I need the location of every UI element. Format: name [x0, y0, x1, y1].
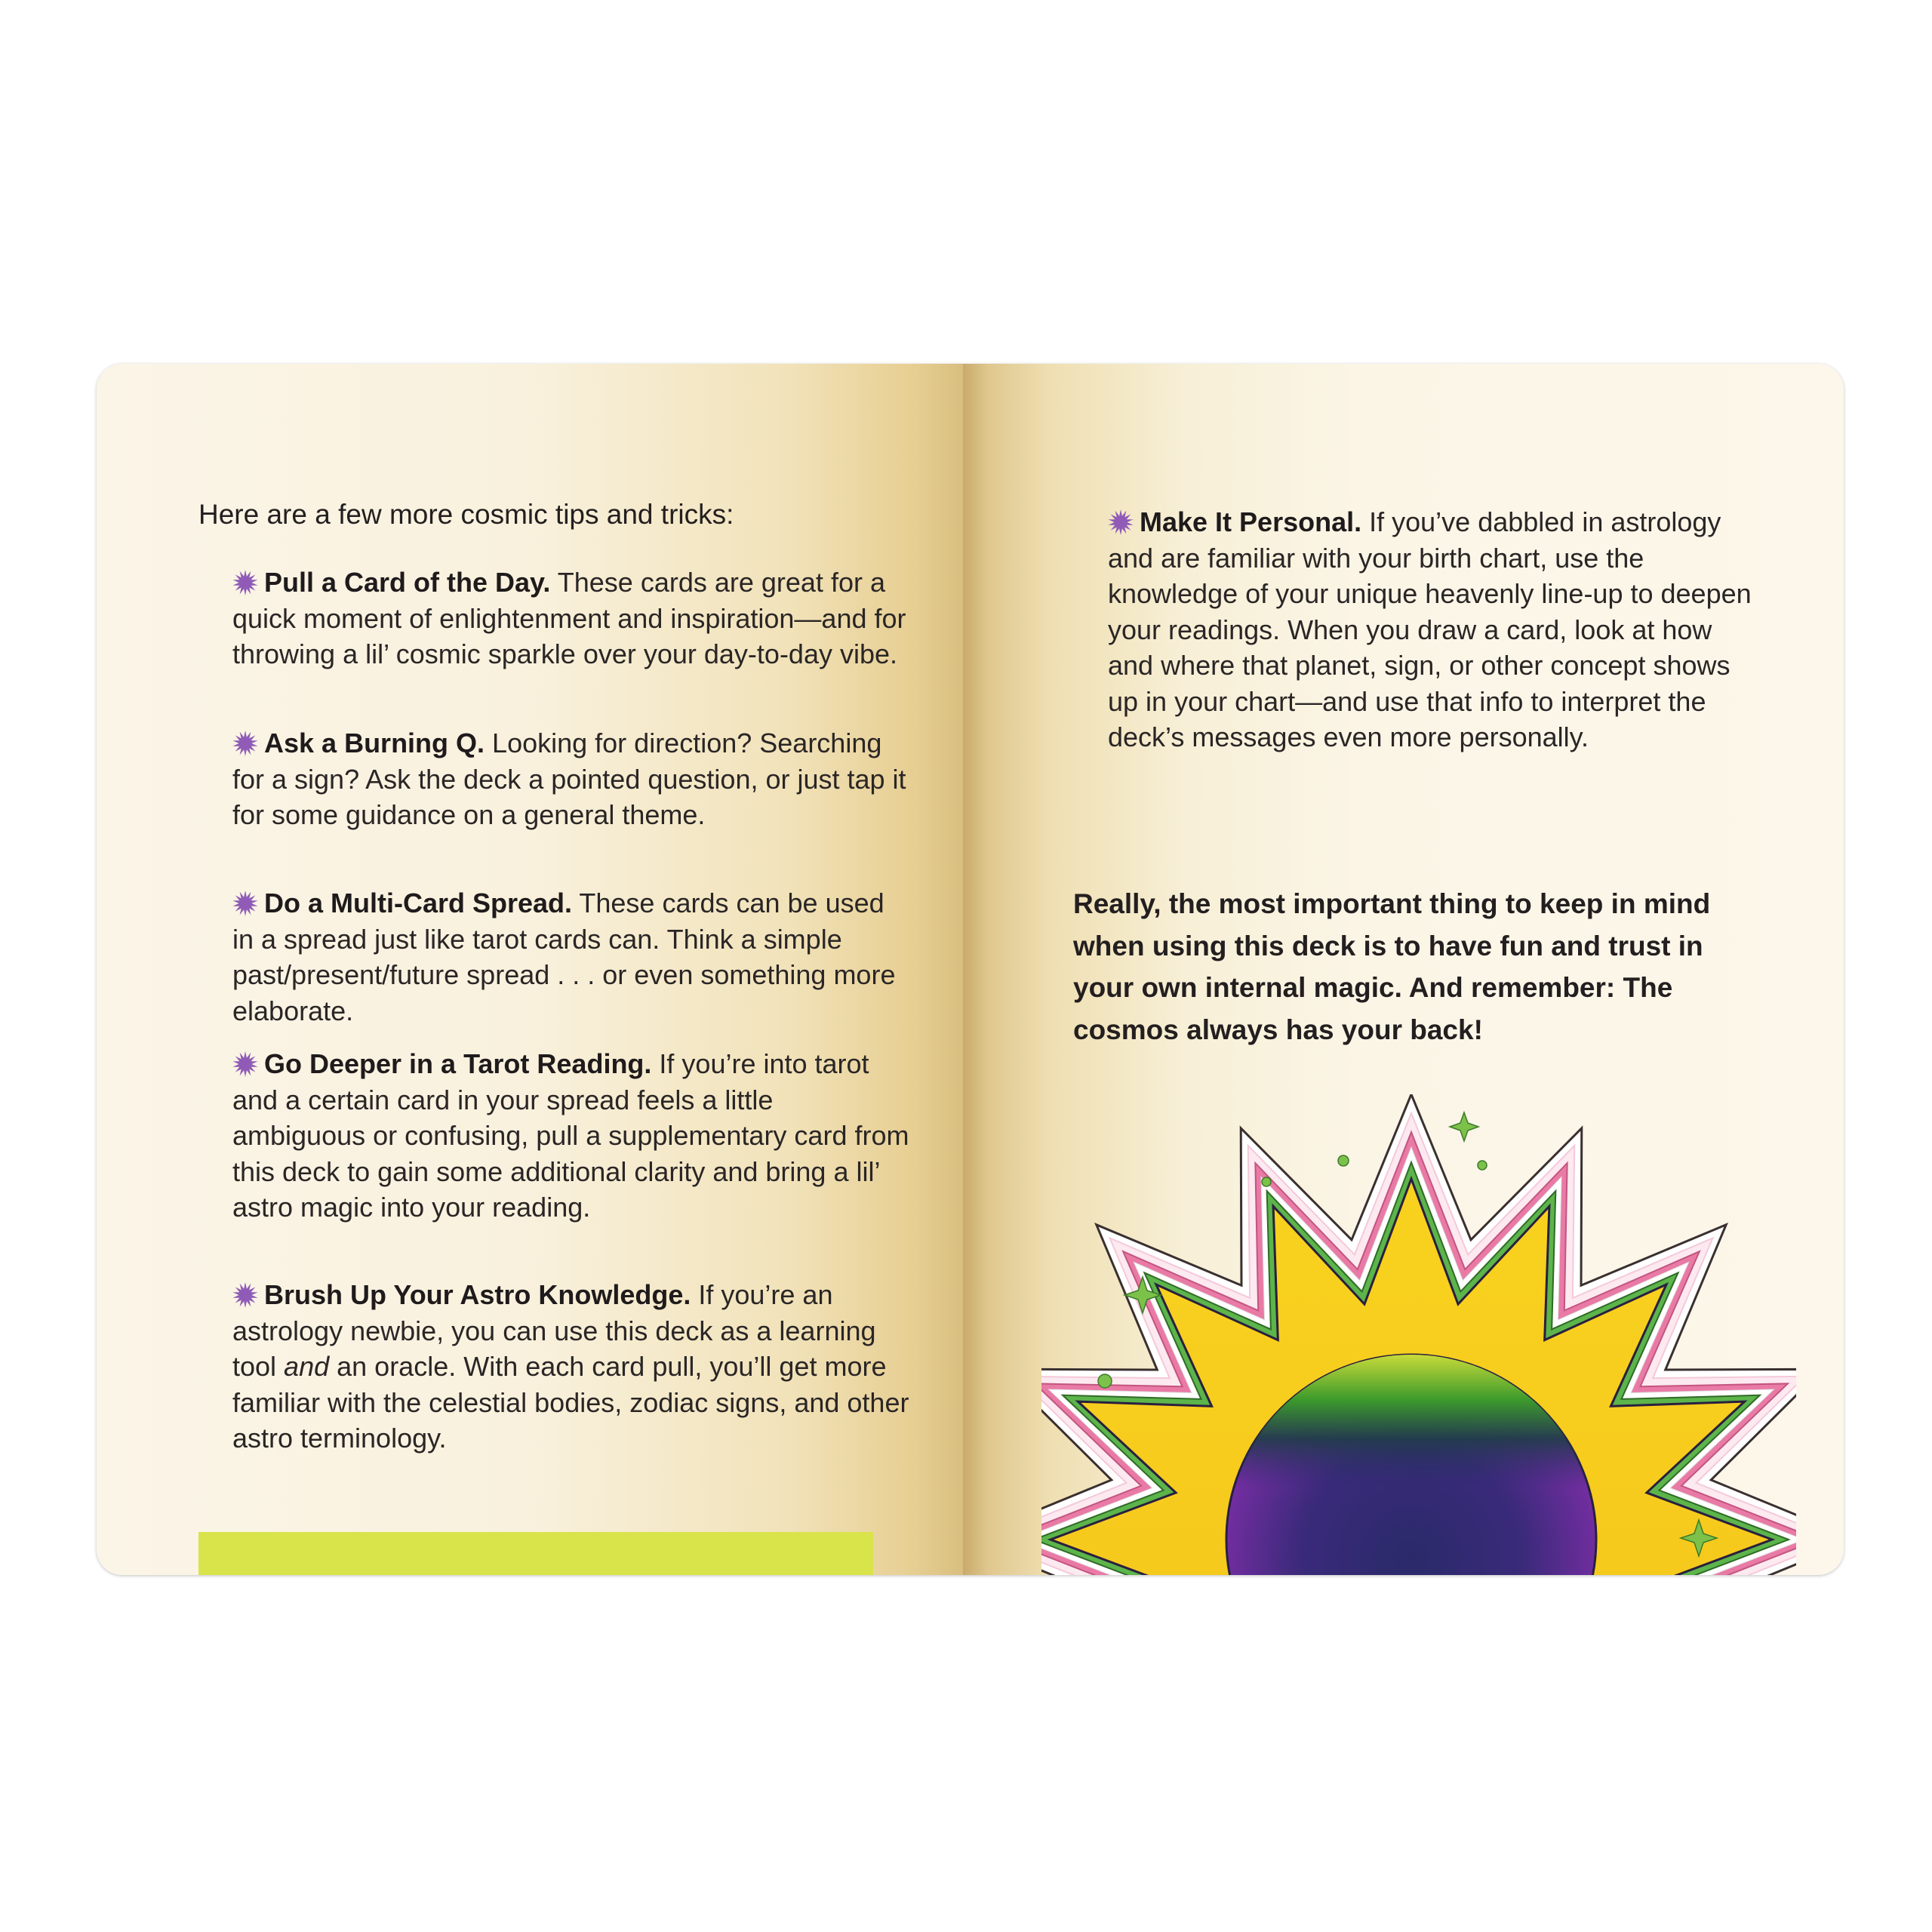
tip-card-of-the-day: Pull a Card of the Day. These cards are great for a quick moment of enlightenment and inspiration—and for throwing a lil’ cosmic sparkle over your day-to-day vibe. — [232, 567, 906, 669]
starburst-bullet-icon — [232, 891, 258, 916]
tip-make-it-personal: Make It Personal. If you’ve dabbled in astrology and are familiar with your birth chart, use the knowledge of your unique heavenly line-up to deepen your readings. When you draw a card, look at how and where that planet, sign, or other concept shows up in your chart—and use that info to interpret the deck’s messages even more personally. — [1108, 506, 1752, 752]
starburst-bullet-icon — [232, 1282, 258, 1308]
sparkle-icon — [1450, 1112, 1478, 1141]
intro-heading: Here are a few more cosmic tips and tricks: — [198, 499, 734, 530]
dot-icon — [1098, 1374, 1112, 1388]
starburst-bullet-icon — [1108, 509, 1134, 535]
starburst-bullet-icon — [232, 1051, 258, 1077]
tip-astro-knowledge: Brush Up Your Astro Knowledge. If you’re an astrology newbie, you can use this deck as a learning tool and an oracle. With each card pull, you’ll get more familiar with the celestial bodies, zodiac signs, and other astro terminology. — [232, 1279, 909, 1454]
sun-orb-illustration — [1041, 1094, 1796, 1575]
tip-tarot-reading: Go Deeper in a Tarot Reading. If you’re into tarot and a certain card in your spread feels a little ambiguous or confusing, pull a supplementary card from this deck to gain some additional clarity and bring a lil’ astro magic into your reading. — [232, 1048, 909, 1223]
starburst-bullet-icon — [232, 731, 258, 756]
tip-burning-q: Ask a Burning Q. Looking for direction? Searching for a sign? Ask the deck a pointed question, or just tap it for some guidance on a general theme. — [232, 728, 906, 830]
accent-bar-left — [198, 1532, 873, 1575]
closing-paragraph: Really, the most important thing to keep in mind when using this deck is to have fun and trust in your own internal magic. And remember: The cosmos always has your back! — [1073, 888, 1711, 1045]
dot-icon — [1262, 1177, 1271, 1186]
tip-multi-card-spread: Do a Multi-Card Spread. These cards can be used in a spread just like tarot cards can. Think a simple past/present/future spread . . . or even something more elaborate. — [232, 888, 896, 1026]
dot-icon — [1478, 1161, 1487, 1170]
dot-icon — [1338, 1155, 1349, 1166]
starburst-bullet-icon — [232, 570, 258, 595]
